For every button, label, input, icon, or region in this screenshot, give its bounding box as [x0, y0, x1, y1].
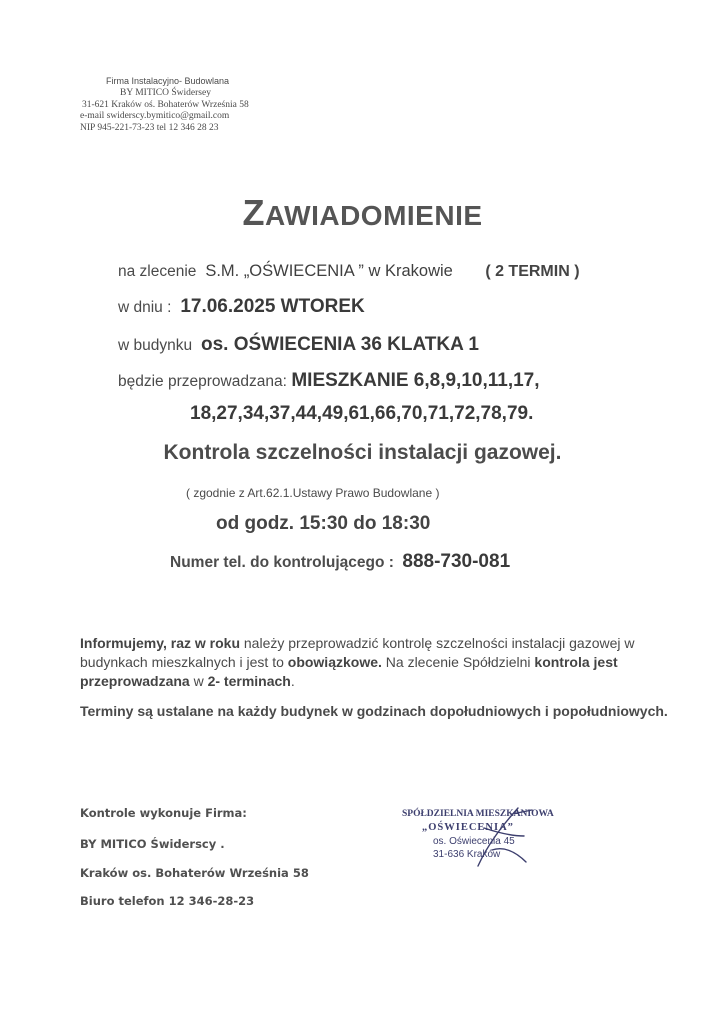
- inspection-hours: od godz. 15:30 do 18:30: [216, 513, 431, 534]
- info-p1-f: w: [189, 673, 208, 689]
- stamp-line-4: 31-636 Kraków: [433, 849, 501, 860]
- date-row: [118, 296, 365, 318]
- footer-line-1: Kontrole wykonuje Firma:: [80, 806, 247, 820]
- letterhead-company: Firma Instalacyjno- Budowlana: [106, 76, 230, 86]
- building-value: os. OŚWIECENIA 36 KLATKA 1: [201, 334, 479, 355]
- contact-label: Numer tel. do kontrolującego :: [170, 554, 394, 571]
- stamp-line-1: SPÓŁDZIELNIA MIESZKANIOWA: [402, 809, 554, 819]
- info-p1-h: .: [290, 673, 295, 689]
- info-paragraph-1: [80, 634, 680, 691]
- apartments-line1: MIESZKANIE 6,8,9,10,11,17,: [291, 370, 540, 391]
- apartments-row: [118, 370, 540, 392]
- title-rest: AWIADOMIENIE: [264, 200, 483, 231]
- legal-basis: ( zgodnie z Art.62.1.Ustawy Prawo Budowlane ): [186, 486, 440, 500]
- inspection-heading: Kontrola szczelności instalacji gazowej.: [163, 441, 562, 464]
- info-p1-e: kontrola jest przeprowadzana: [80, 654, 618, 689]
- info-section: [80, 634, 680, 721]
- contact-row: [170, 551, 510, 573]
- footer-line-2: BY MITICO Świderscy .: [80, 837, 225, 851]
- letterhead-firm: BY MITICO Świdersey: [120, 87, 211, 98]
- order-row: [118, 262, 580, 281]
- signature-icon: [392, 806, 592, 876]
- letterhead: [80, 76, 310, 135]
- info-p1-g: 2- terminach: [207, 673, 291, 689]
- info-p1-a: Informujemy, raz w roku: [80, 635, 240, 651]
- date-value: 17.06.2025 WTOREK: [180, 296, 365, 317]
- apartments-label: będzie przeprowadzana:: [118, 373, 287, 390]
- info-p1-d: Na zlecenie Spółdzielni: [381, 654, 535, 670]
- building-label: w budynku: [118, 337, 193, 354]
- term-badge: ( 2 TERMIN ): [485, 263, 580, 280]
- footer-line-3: Kraków os. Bohaterów Września 58: [80, 866, 309, 880]
- title-first-letter: Z: [242, 192, 265, 233]
- order-value: S.M. „OŚWIECENIA ” w Krakowie: [205, 262, 453, 280]
- document-title: [0, 192, 725, 234]
- info-p1-b: należy przeprowadzić kontrolę szczelności instalacji gazowej w budynkach mieszkalnych i jest to: [80, 635, 635, 670]
- cooperative-stamp: [392, 806, 592, 876]
- apartments-row-2: [190, 403, 533, 425]
- letterhead-address: 31-621 Kraków oś. Bohaterów Września 58: [82, 99, 249, 110]
- contact-phone: 888-730-081: [402, 551, 511, 572]
- info-paragraph-2: Terminy są ustalane na każdy budynek w godzinach dopołudniowych i popołudniowych.: [80, 703, 668, 719]
- stamp-line-2: „OŚWIECENIA”: [422, 822, 514, 833]
- footer-line-4: Biuro telefon 12 346-28-23: [80, 894, 255, 908]
- order-label: na zlecenie: [118, 263, 197, 280]
- stamp-line-3: os. Oświecenia 45: [433, 836, 515, 847]
- building-row: [118, 334, 479, 356]
- letterhead-email: e-mail swiderscy.bymitico@gmail.com: [80, 111, 230, 122]
- apartments-line2: 18,27,34,37,44,49,61,66,70,71,72,78,79.: [190, 403, 534, 424]
- info-p1-c: obowiązkowe.: [287, 654, 382, 670]
- letterhead-nip-tel: NIP 945-221-73-23 tel 12 346 28 23: [80, 123, 219, 134]
- date-label: w dniu :: [118, 299, 172, 316]
